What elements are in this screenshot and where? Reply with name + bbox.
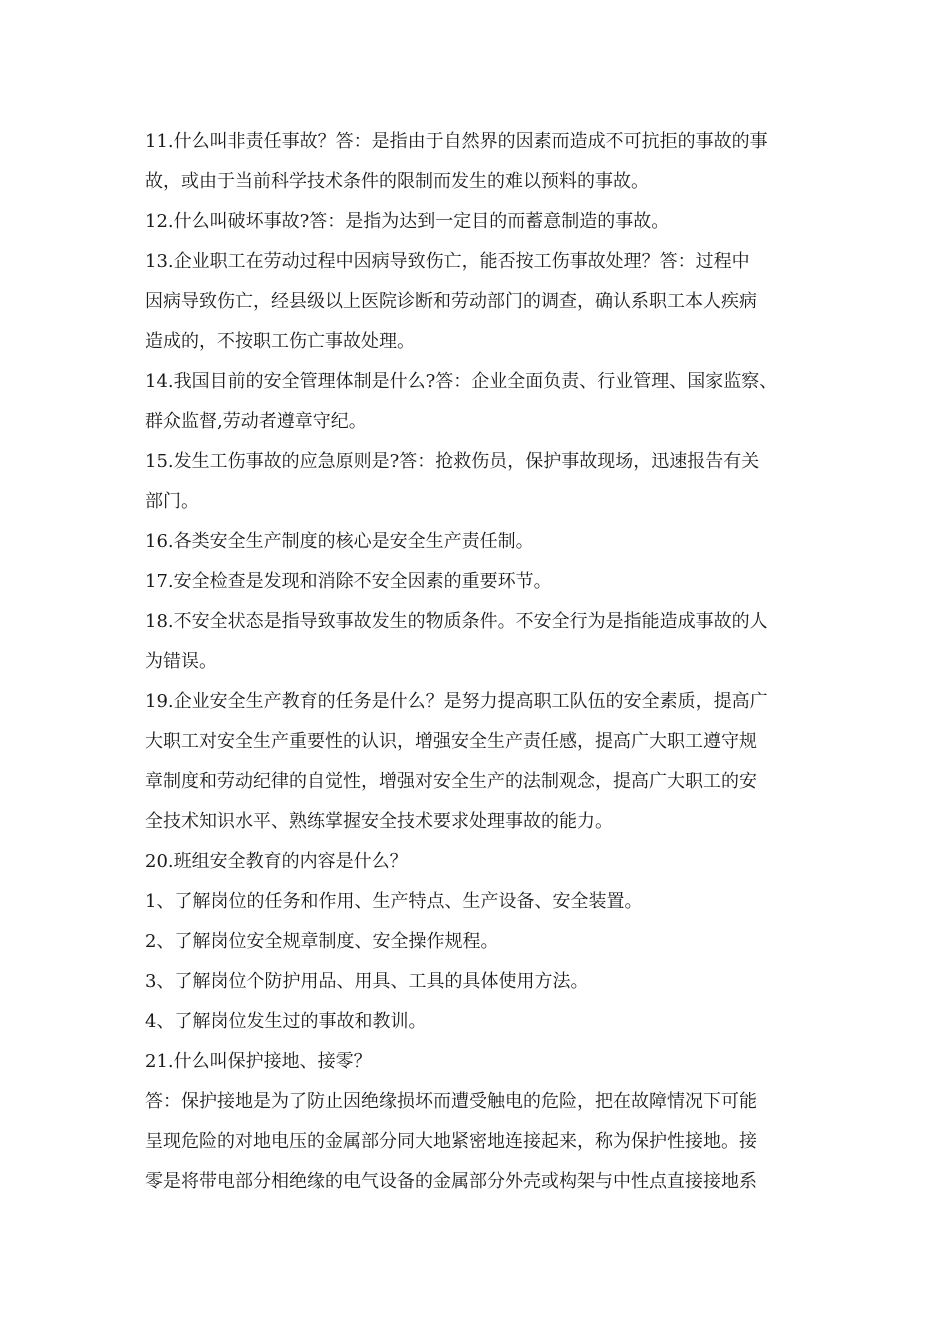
text-line: 19.企业安全生产教育的任务是什么？是努力提高职工队伍的安全素质，提高广 bbox=[145, 691, 768, 712]
text-line: 部门。 bbox=[145, 491, 199, 512]
text-line: 大职工对安全生产重要性的认识，增强安全生产责任感，提高广大职工遵守规 bbox=[145, 731, 757, 752]
text-line: 2、了解岗位安全规章制度、安全操作规程。 bbox=[145, 931, 499, 952]
text-line: 因病导致伤亡，经县级以上医院诊断和劳动部门的调查，确认系职工本人疾病 bbox=[145, 291, 757, 312]
text-line: 为错误。 bbox=[145, 651, 217, 672]
text-line: 12.什么叫破坏事故?答：是指为达到一定目的而蓄意制造的事故。 bbox=[145, 211, 670, 232]
text-line: 故，或由于当前科学技术条件的限制而发生的难以预料的事故。 bbox=[145, 171, 649, 192]
text-line: 13.企业职工在劳动过程中因病导致伤亡，能否按工伤事故处理？答：过程中 bbox=[145, 251, 750, 272]
text-line: 零是将带电部分相绝缘的电气设备的金属部分外壳或构架与中性点直接接地系 bbox=[145, 1171, 757, 1192]
text-line: 21.什么叫保护接地、接零？ bbox=[145, 1051, 372, 1072]
text-line: 章制度和劳动纪律的自觉性，增强对安全生产的法制观念，提高广大职工的安 bbox=[145, 771, 757, 792]
text-line: 11.什么叫非责任事故？答：是指由于自然界的因素而造成不可抗拒的事故的事 bbox=[145, 131, 768, 152]
text-line: 17.安全检查是发现和消除不安全因素的重要环节。 bbox=[145, 571, 552, 592]
text-line: 全技术知识水平、熟练掌握安全技术要求处理事故的能力。 bbox=[145, 811, 613, 832]
text-line: 呈现危险的对地电压的金属部分同大地紧密地连接起来，称为保护性接地。接 bbox=[145, 1131, 757, 1152]
text-line: 造成的，不按职工伤亡事故处理。 bbox=[145, 331, 415, 352]
document-body bbox=[145, 122, 825, 1202]
text-line: 16.各类安全生产制度的核心是安全生产责任制。 bbox=[145, 531, 534, 552]
text-line: 3、了解岗位个防护用品、用具、工具的具体使用方法。 bbox=[145, 971, 589, 992]
text-line: 答：保护接地是为了防止因绝缘损坏而遭受触电的危险，把在故障情况下可能 bbox=[145, 1091, 757, 1112]
text-line: 20.班组安全教育的内容是什么？ bbox=[145, 851, 408, 872]
text-line: 14.我国目前的安全管理体制是什么?答：企业全面负责、行业管理、国家监察、 bbox=[145, 371, 778, 392]
text-line: 1、了解岗位的任务和作用、生产特点、生产设备、安全装置。 bbox=[145, 891, 643, 912]
text-line: 18.不安全状态是指导致事故发生的物质条件。不安全行为是指能造成事故的人 bbox=[145, 611, 768, 632]
text-line: 15.发生工伤事故的应急原则是?答：抢救伤员，保护事故现场，迅速报告有关 bbox=[145, 451, 760, 472]
text-line: 4、了解岗位发生过的事故和教训。 bbox=[145, 1011, 427, 1032]
text-line: 群众监督,劳动者遵章守纪。 bbox=[145, 411, 367, 432]
